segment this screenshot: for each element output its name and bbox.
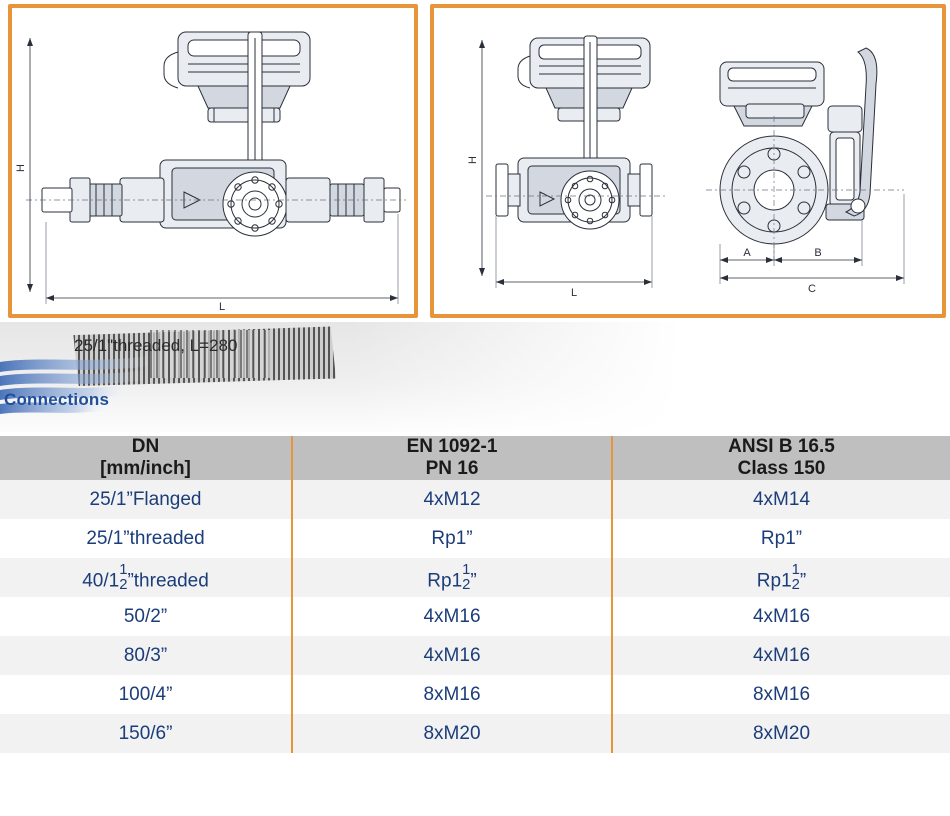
table-row <box>0 636 950 675</box>
cell-ansi: 8xM16 <box>612 675 950 714</box>
cell-en: 4xM16 <box>292 597 612 636</box>
cell-dn: 25/1”threaded <box>0 519 292 558</box>
cell-dn: 50/2” <box>0 597 292 636</box>
dim-h-right: H <box>467 156 479 164</box>
table-row <box>0 480 950 519</box>
strip-fade <box>350 322 950 432</box>
cell-dn: 25/1”Flanged <box>0 480 292 519</box>
cell-dn: 80/3” <box>0 636 292 675</box>
dim-l-right: L <box>570 287 578 299</box>
cell-en: 4xM16 <box>292 636 612 675</box>
cell-ansi: Rp1” <box>612 519 950 558</box>
dim-h-left: H <box>15 164 27 172</box>
column-header-ansi-line1: ANSI B 16.5 <box>728 436 835 457</box>
column-header-en-line1: EN 1092-1 <box>406 436 498 457</box>
column-header-en <box>292 436 612 480</box>
cell-ansi: 4xM14 <box>612 480 950 519</box>
dim-l-left: L <box>218 301 226 313</box>
connections-label: Connections <box>4 390 110 409</box>
table-row <box>0 519 950 558</box>
flanged-version-drawing <box>434 8 942 314</box>
flanged-version-drawing-panel <box>430 4 946 318</box>
dim-c: C <box>808 283 816 295</box>
table-row <box>0 714 950 753</box>
column-header-ansi-line2: Class 150 <box>737 458 826 479</box>
dim-a: A <box>743 247 751 259</box>
column-header-dn-line1: DN <box>131 436 160 457</box>
cell-en: Rp1 1 2 ” <box>292 558 612 597</box>
table-row <box>0 558 950 597</box>
drawings-region <box>0 0 950 322</box>
table-row <box>0 597 950 636</box>
drawing-caption: 25/1"threaded, L=280 <box>74 336 238 355</box>
cell-dn: 100/4” <box>0 675 292 714</box>
cell-ansi: 4xM16 <box>612 636 950 675</box>
dim-b: B <box>814 247 822 259</box>
cell-ansi: 8xM20 <box>612 714 950 753</box>
photo-caption-strip <box>0 322 950 432</box>
column-header-dn-line2: [mm/inch] <box>100 458 191 479</box>
cell-dn: 40/1 1 2 ”threaded <box>0 558 292 597</box>
column-header-dn <box>0 436 292 480</box>
threaded-version-drawing <box>12 8 414 314</box>
column-header-ansi <box>612 436 950 480</box>
cell-ansi: Rp1 1 2 ” <box>612 558 950 597</box>
table-header-row <box>0 436 950 480</box>
cell-en: Rp1” <box>292 519 612 558</box>
cell-en: 8xM20 <box>292 714 612 753</box>
cell-en: 4xM12 <box>292 480 612 519</box>
cell-ansi: 4xM16 <box>612 597 950 636</box>
threaded-version-drawing-panel <box>8 4 418 318</box>
cell-en: 8xM16 <box>292 675 612 714</box>
connections-table-wrap <box>0 436 950 816</box>
table-row <box>0 675 950 714</box>
connections-table <box>0 436 950 753</box>
column-header-en-line2: PN 16 <box>425 458 479 479</box>
cell-dn: 150/6” <box>0 714 292 753</box>
